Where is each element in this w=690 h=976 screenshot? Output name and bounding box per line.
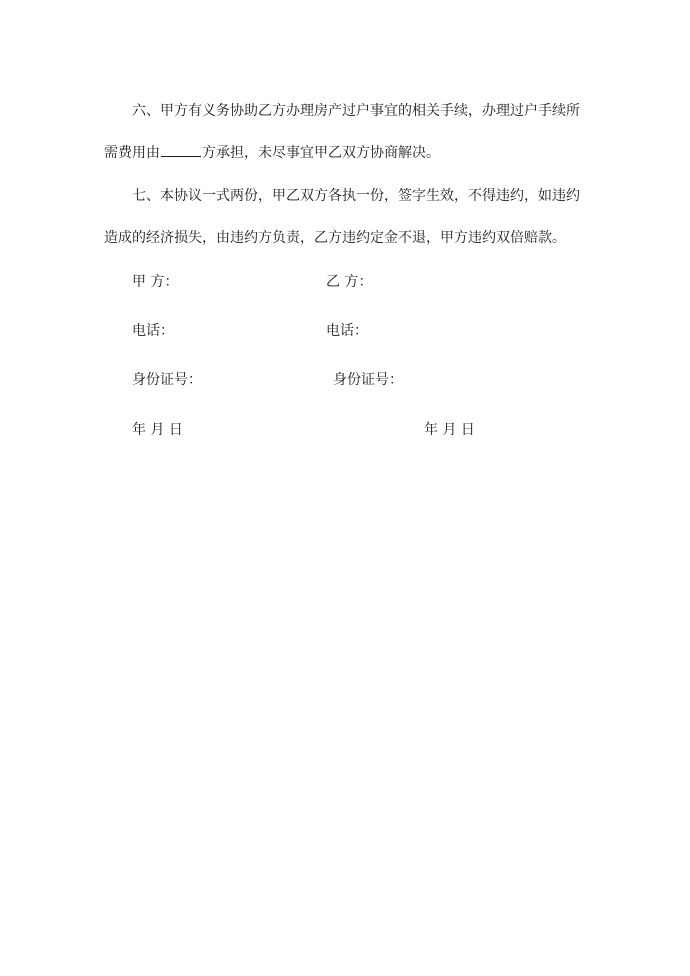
clause-six-line-2 [104,132,590,174]
party-a-label: 甲 方： [132,274,179,290]
fill-in-blank [161,142,201,157]
clause-six-line-2-after: 方承担，未尽事宜甲乙双方协商解决。 [202,145,440,161]
clause-seven [104,175,590,259]
date-b: 年 月 日 [424,422,475,438]
party-b-label: 乙 方： [326,274,373,290]
clause-seven-line-2: 造成的经济损失，由违约方负责，乙方违约定金不退，甲方违约双倍赔款。 [104,230,566,246]
id-number-b-label: 身份证号： [333,372,403,388]
date-a: 年 月 日 [132,422,183,438]
phone-a-label: 电话： [132,323,174,339]
clause-six-line-1: 六、甲方有义务协助乙方办理房产过户事宜的相关手续，办理过户手续所 [132,103,580,119]
clause-six [104,90,590,174]
clause-seven-line-1: 七、本协议一式两份，甲乙双方各执一份，签字生效，不得违约，如违约 [132,188,580,204]
clause-six-line-2-before: 需费用由 [104,145,160,161]
phone-b-label: 电话： [326,323,368,339]
id-number-a-label: 身份证号： [132,372,202,388]
